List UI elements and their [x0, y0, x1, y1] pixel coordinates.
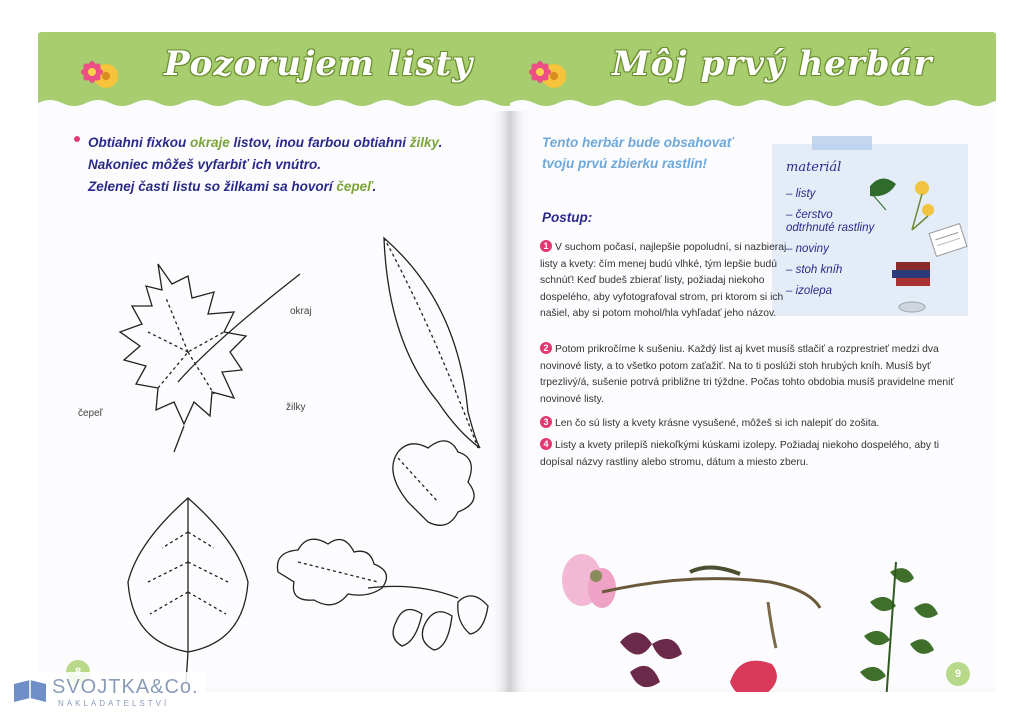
text-segment: Zelenej časti listu so žilkami sa hovorí [88, 179, 337, 194]
material-item: – stoh kníh [786, 264, 843, 276]
step-text: Len čo sú listy a kvety krásne vysušené, môžeš si ich nalepiť do zošita. [555, 418, 880, 429]
right-page [510, 32, 996, 692]
step-number: 4 [540, 438, 552, 450]
newspaper-icon [929, 224, 967, 257]
material-item: – listy [786, 188, 816, 200]
left-page [38, 32, 510, 692]
label-zilky: žilky [286, 402, 306, 413]
step-4 [540, 438, 970, 471]
flowers-icon [912, 181, 934, 230]
material-title: materiál [786, 160, 842, 175]
text-segment: Obtiahni fixkou [88, 135, 191, 150]
bullet-dot [74, 136, 80, 142]
intro-line: tvoju prvú zbierku rastlín! [542, 156, 708, 171]
pressed-plants-photo [510, 532, 996, 692]
page-number-right: 9 [946, 662, 970, 686]
material-item: – izolepa [786, 285, 833, 297]
material-item: – čerstvo odtrhnuté rastliny [786, 209, 875, 234]
highlight-cepel: čepeľ [336, 179, 373, 194]
tape-roll-icon [899, 302, 925, 312]
label-cepel: čepeľ [78, 408, 103, 419]
text-segment: Nakoniec môžeš vyfarbiť ich vnútro. [88, 157, 322, 172]
publisher-name: SVOJTKA&Co. [52, 676, 199, 698]
leaf-icon [870, 178, 896, 210]
publisher-logo [6, 672, 206, 712]
books-stack-icon [892, 262, 930, 286]
herbarium-intro [542, 132, 782, 174]
maple-leaf-drawing [120, 264, 300, 452]
twig [602, 579, 820, 608]
pressed-flower-pink [562, 554, 616, 608]
step-number: 3 [540, 416, 552, 428]
right-page-title: Môj prvý herbár [612, 44, 933, 84]
highlight-okraje: okraje [190, 135, 230, 150]
intro-line: Tento herbár bude obsahovať [542, 135, 734, 150]
open-book [38, 22, 996, 696]
material-item: – noviny [786, 243, 829, 255]
publisher-sub: NAKLADATELSTVÍ [58, 699, 170, 708]
step-text: Potom prikročíme k sušeniu. Každý list aj kvet musíš stlačiť a rozprestrieť medzi dva novinové listy, a to všetko potom zaťažiť. Na to ti poslúži stoh hrubých kníh. Musíš byť trpezlivý/á, sušenie potrvá približne tri týždne. Počas tohto obdobia musíš pravidelne meniť novinové listy. [540, 344, 955, 405]
twig-leaf [690, 567, 740, 574]
birch-leaf-drawing [128, 498, 248, 682]
leaf-outlines [38, 202, 510, 682]
red-petals [730, 661, 777, 692]
step-text: Listy a kvety prilepíš niekoľkými kúskami izolepy. Požiadaj niekoho dospelého, aby ti dopísal názvy rastliny alebo stromu, dátum a miesto zberu. [540, 440, 939, 468]
oak-leaf-drawing [277, 441, 488, 650]
postup-title: Postup: [542, 210, 593, 225]
step-3 [540, 416, 970, 433]
text-segment: listov, inou farbou obtiahni [229, 135, 410, 150]
banner-wave [38, 97, 510, 111]
flower-icon [520, 50, 572, 96]
leaf-instructions [88, 132, 498, 198]
step-1 [540, 240, 790, 323]
material-box [772, 144, 968, 316]
green-fern [860, 562, 938, 692]
purple-leaves [620, 632, 682, 687]
step-number: 1 [540, 240, 552, 252]
step-number: 2 [540, 342, 552, 354]
book-logo-icon [10, 676, 50, 706]
willow-leaf-drawing [384, 238, 480, 448]
step-text: V suchom počasí, najlepšie popoludní, si nazbieraj listy a kvety: čím menej budú vlhké, tým lepšie budú schnúť! Keď budeš zbierať listy, požiadaj niekoho dospelého, aby vyfotografoval strom, pri ktorom si ich našiel, aby si potom mohol/hla vyhľadať jeho názov. [540, 242, 787, 319]
left-page-title: Pozorujem listy [164, 44, 474, 84]
highlight-zilky: žilky [409, 135, 439, 150]
banner-wave [510, 97, 996, 111]
material-illustrations [772, 144, 968, 316]
dry-stem [768, 602, 776, 648]
text-segment: . [372, 179, 377, 194]
text-segment: . [438, 135, 443, 150]
flower-icon [72, 50, 124, 96]
step-2 [540, 342, 970, 408]
label-okraj: okraj [290, 306, 312, 317]
leaf-drawings [38, 202, 510, 682]
